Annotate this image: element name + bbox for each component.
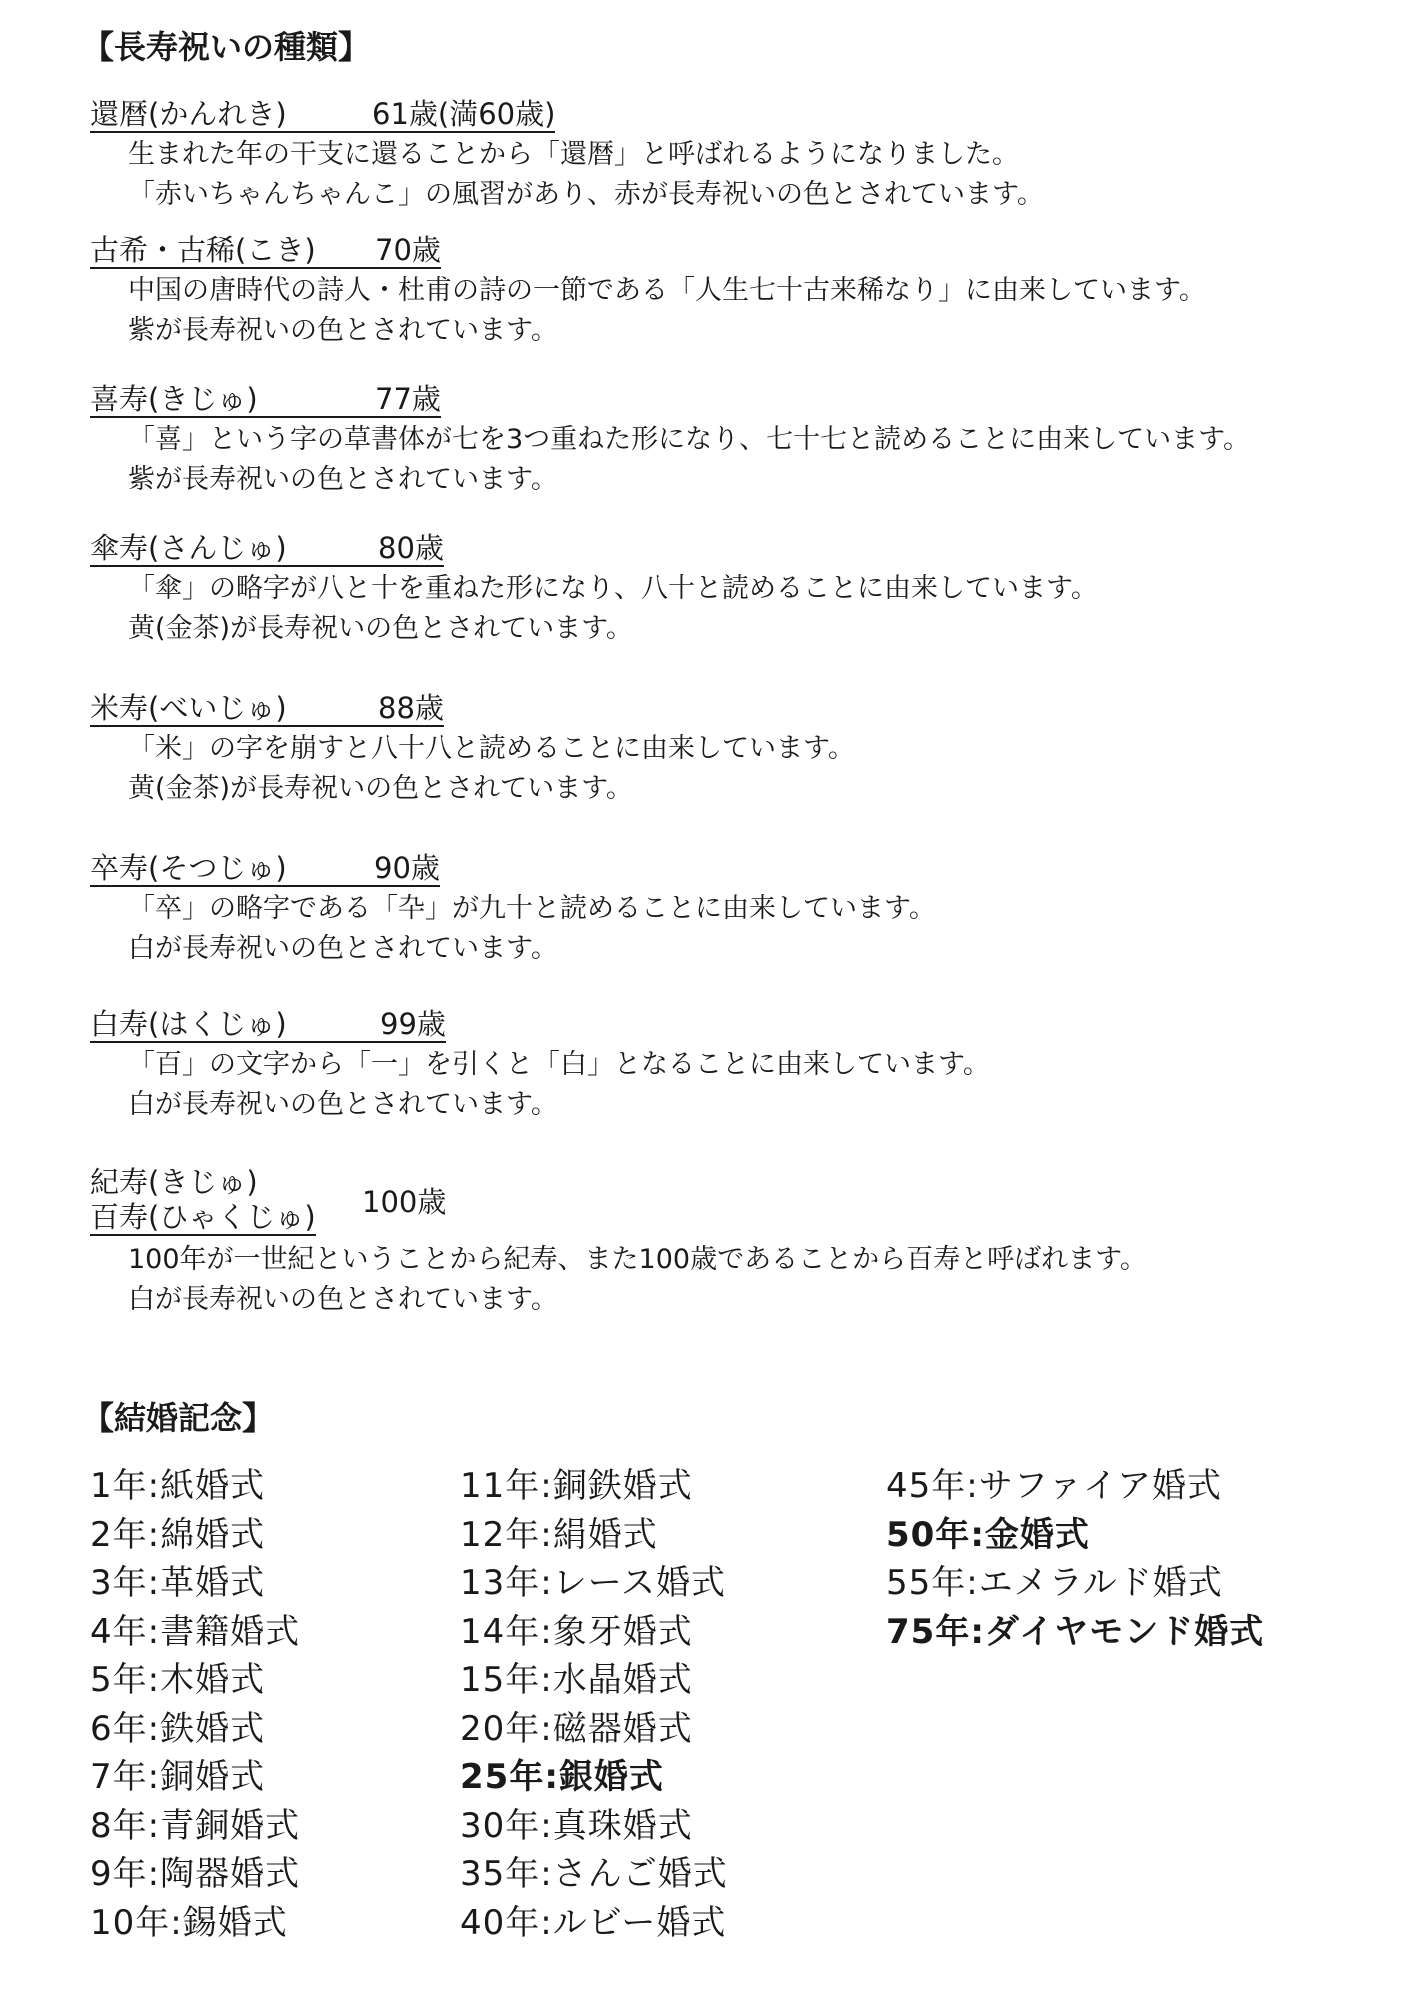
entry-sotsuju [90, 851, 1390, 969]
entry-desc-line: 白が長寿祝いの色とされています。 [128, 1284, 558, 1315]
entry-title [90, 691, 444, 727]
wedding-anniversary-item: 40年:ルビー婚式 [460, 1902, 727, 1943]
wedding-anniversary-item: 50年:金婚式 [886, 1514, 1090, 1555]
entry-age: 99歳 [380, 1007, 446, 1041]
wedding-anniversary-item: 75年:ダイヤモンド婚式 [886, 1611, 1265, 1652]
wedding-anniversary-item: 9年:陶器婚式 [90, 1854, 301, 1894]
wedding-anniversary-item: 25年:銀婚式 [460, 1757, 664, 1797]
entry-name: 米寿(べいじゅ) [90, 691, 287, 725]
entry-age: 77歳 [375, 382, 441, 416]
wedding-heading: 【結婚記念】 [82, 1399, 275, 1437]
wedding-anniversary-item: 5年:木婚式 [90, 1660, 266, 1700]
entry-desc-line: 中国の唐時代の詩人・杜甫の詩の一節である「人生七十古来稀なり」に由来しています。 [128, 275, 1206, 306]
wedding-anniversary-item: 20年:磁器婚式 [460, 1708, 693, 1749]
wedding-anniversary-item: 30年:真珠婚式 [460, 1805, 693, 1846]
entry-age: 80歳 [378, 531, 444, 565]
entry-age: 88歳 [378, 691, 444, 725]
entry-title [90, 233, 441, 269]
entry-sanju [90, 531, 1390, 649]
wedding-anniversary-item: 4年:書籍婚式 [90, 1611, 301, 1652]
entry-age: 70歳 [375, 233, 441, 267]
entry-title [90, 531, 444, 567]
wedding-anniversary-item: 15年:水晶婚式 [460, 1660, 693, 1700]
entry-name: 喜寿(きじゅ) [90, 382, 258, 416]
wedding-column-1 [90, 1462, 300, 1947]
entry-age: 61歳(満60歳) [372, 97, 556, 131]
wedding-anniversary-item: 6年:鉄婚式 [90, 1708, 266, 1749]
entry-desc-line: 白が長寿祝いの色とされています。 [128, 1089, 558, 1120]
wedding-anniversary-item: 10年:錫婚式 [90, 1902, 288, 1943]
wedding-column-3 [886, 1462, 1264, 1656]
entry-name: 傘寿(さんじゅ) [90, 531, 287, 565]
wedding-anniversary-item: 7年:銅婚式 [90, 1757, 266, 1797]
entry-title [90, 97, 555, 133]
wedding-anniversary-item: 45年:サファイア婚式 [886, 1466, 1223, 1506]
wedding-anniversary-item: 3年:革婚式 [90, 1563, 266, 1603]
entry-age: 100歳 [362, 1185, 447, 1219]
entry-desc-line: 「米」の字を崩すと八十八と読めることに由来しています。 [128, 733, 855, 764]
entry-beiju [90, 691, 1390, 809]
wedding-anniversary-item: 35年:さんご婚式 [460, 1854, 728, 1894]
entry-name: 百寿(ひゃくじゅ) [90, 1200, 316, 1234]
wedding-column-2 [460, 1462, 728, 1947]
entry-desc-line: 黄(金茶)が長寿祝いの色とされています。 [128, 613, 633, 644]
entry-koki [90, 233, 1390, 351]
entry-desc-line: 生まれた年の干支に還ることから「還暦」と呼ばれるようになりました。 [128, 139, 1019, 170]
entry-kanreki [90, 97, 1390, 215]
entry-desc-line: 100年が一世紀ということから紀寿、また100歳であることから百寿と呼ばれます。 [128, 1244, 1147, 1275]
entry-desc-line: 紫が長寿祝いの色とされています。 [128, 315, 558, 346]
entry-hakuju [90, 1007, 1390, 1125]
entry-title [90, 1007, 446, 1043]
entry-name: 白寿(はくじゅ) [90, 1007, 287, 1041]
entry-title [90, 382, 441, 418]
entry-name: 還暦(かんれき) [90, 97, 287, 131]
entry-name: 卒寿(そつじゅ) [90, 851, 287, 885]
wedding-anniversary-item: 12年:絹婚式 [460, 1514, 658, 1555]
entry-name: 紀寿(きじゅ) [90, 1165, 258, 1199]
entry-desc-line: 「卒」の略字である「卆」が九十と読めることに由来しています。 [128, 893, 936, 924]
entry-desc-line: 白が長寿祝いの色とされています。 [128, 933, 558, 964]
entry-desc-line: 紫が長寿祝いの色とされています。 [128, 464, 558, 495]
entry-title [90, 851, 440, 887]
entry-kiju [90, 382, 1390, 500]
entry-kiju-hyakuju-titles [90, 1164, 316, 1236]
wedding-anniversary-item: 13年:レース婚式 [460, 1563, 727, 1603]
choju-heading: 【長寿祝いの種類】 [82, 28, 371, 66]
entry-kiju-desc [90, 1240, 1147, 1320]
wedding-anniversary-item: 55年:エメラルド婚式 [886, 1563, 1223, 1603]
wedding-anniversary-item: 11年:銅鉄婚式 [460, 1466, 693, 1506]
wedding-anniversary-item: 2年:綿婚式 [90, 1514, 266, 1555]
entry-name: 古希・古稀(こき) [90, 233, 316, 267]
wedding-anniversary-item: 1年:紙婚式 [90, 1466, 266, 1506]
entry-desc-line: 「喜」という字の草書体が七を3つ重ねた形になり、七十七と読めることに由来しています。 [128, 424, 1251, 455]
wedding-anniversary-item: 8年:青銅婚式 [90, 1805, 301, 1846]
entry-desc-line: 「傘」の略字が八と十を重ねた形になり、八十と読めることに由来しています。 [128, 573, 1098, 604]
entry-desc-line: 「赤いちゃんちゃんこ」の風習があり、赤が長寿祝いの色とされています。 [128, 179, 1044, 210]
wedding-anniversary-item: 14年:象牙婚式 [460, 1611, 693, 1652]
entry-age: 90歳 [374, 851, 440, 885]
entry-desc-line: 「百」の文字から「一」を引くと「白」となることに由来しています。 [128, 1049, 990, 1080]
entry-desc-line: 黄(金茶)が長寿祝いの色とされています。 [128, 773, 633, 804]
